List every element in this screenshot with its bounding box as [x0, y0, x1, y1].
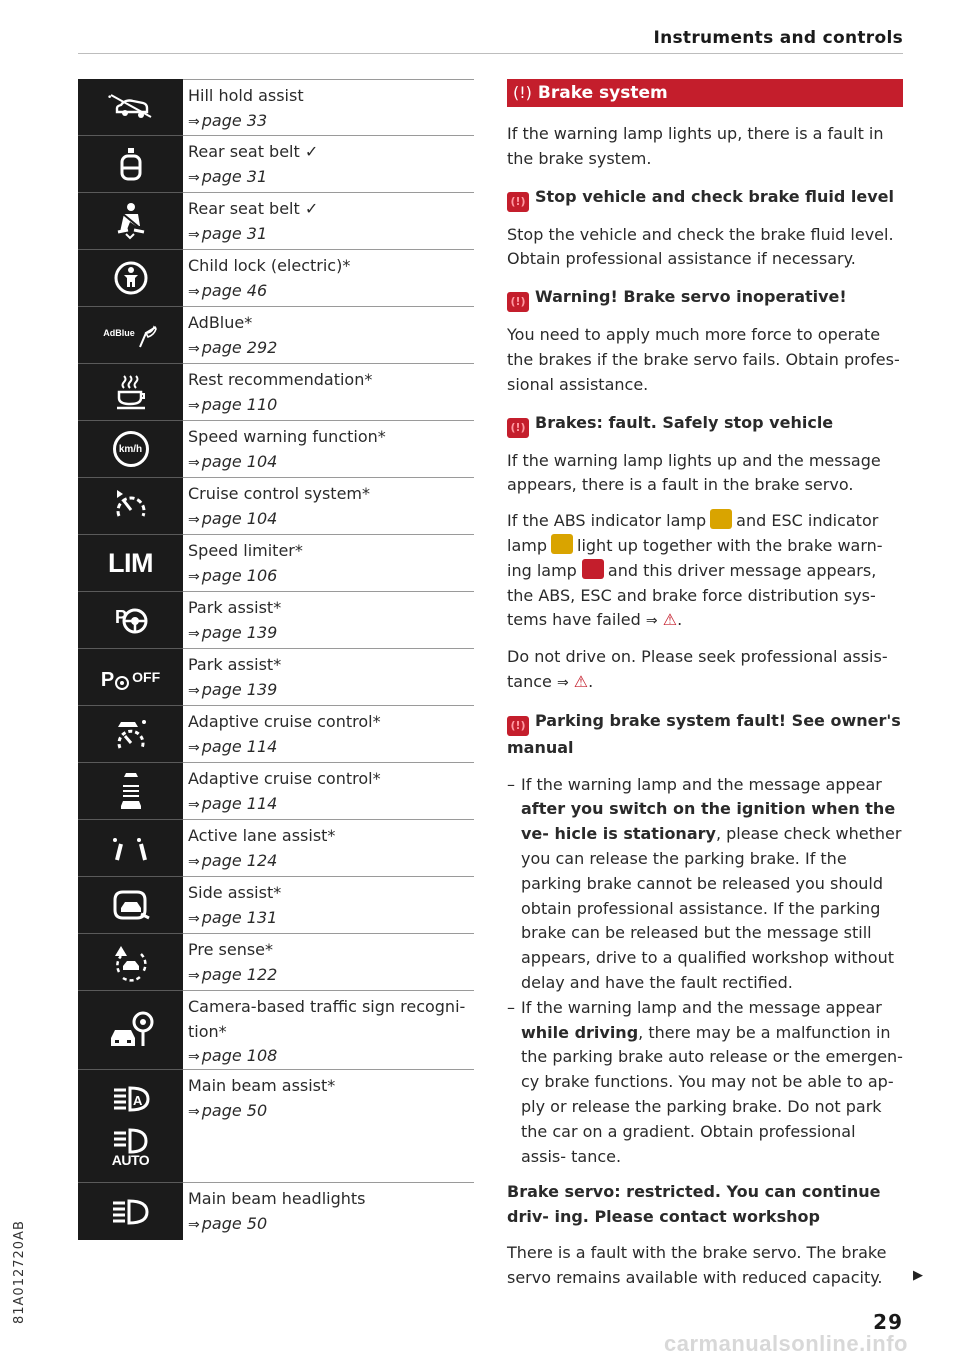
child-lock-icon — [113, 260, 149, 296]
row-title-continued: tion* — [188, 1021, 227, 1041]
page-reference[interactable]: ⇒ page 110 — [188, 394, 278, 414]
icon-cell — [78, 592, 183, 649]
row-title: Rear seat belt ✓ — [188, 142, 319, 161]
icon-cell — [78, 706, 183, 763]
svg-text:A: A — [132, 1093, 142, 1108]
icon-cell — [78, 1183, 183, 1240]
svg-text:•: • — [106, 93, 112, 103]
brake-lamp-icon — [582, 559, 604, 579]
message-text: You need to apply much more force to operate the brakes if the brake servo fails. Obtain profes- sional assistance. — [507, 325, 900, 394]
row-title: Rear seat belt ✓ — [188, 199, 319, 218]
brake-lamp-icon: (!) — [507, 192, 529, 212]
row-title: Active lane assist* — [188, 826, 336, 845]
speed-warning-icon — [113, 431, 149, 467]
page-reference[interactable]: ⇒ page 31 — [188, 223, 268, 243]
adblue-icon — [103, 321, 158, 349]
table-row — [78, 1183, 474, 1240]
page-reference[interactable]: ⇒ page 46 — [188, 280, 268, 300]
lane-assist-icon — [109, 834, 153, 862]
main-beam-assist-auto-label: AUTO — [111, 1152, 150, 1168]
table-row — [78, 250, 474, 307]
message-text: There is a fault with the brake servo. The brake servo remains available with reduced capacity. ▶ — [507, 1242, 923, 1287]
indicator-lamp-table — [78, 79, 474, 1240]
row-title: Child lock (electric)* — [188, 256, 351, 275]
main-beam-assist-icon — [112, 1128, 149, 1168]
park-assist-off-p: P — [100, 668, 115, 691]
page-number: 29 — [873, 1310, 903, 1334]
esc-lamp-icon — [551, 534, 573, 554]
icon-cell — [78, 79, 183, 136]
icon-cell — [78, 649, 183, 706]
row-title: Park assist* — [188, 598, 282, 617]
page-reference[interactable]: ⇒ page 292 — [188, 337, 278, 357]
list-item: – If the warning lamp and the message appear after you switch on the ignition when the ve- hicle is stationary, please check whether you can release the parking brake. If the parking brake cannot be released you should obtain professional assistance. If the parking brake can be released but the message still appears, drive to a qualified workshop without delay and have the fault rectified. — [507, 773, 903, 996]
table-row — [78, 877, 474, 934]
page-reference[interactable]: ⇒ page 33 — [188, 110, 268, 130]
icon-cell — [78, 1070, 183, 1183]
page-reference[interactable]: ⇒ page 50 — [188, 1213, 268, 1233]
page-reference[interactable]: ⇒ page 108 — [188, 1046, 278, 1065]
row-title: Adaptive cruise control* — [188, 769, 381, 788]
park-assist-off-icon — [101, 663, 160, 692]
table-row — [78, 421, 474, 478]
park-assist-off-label: OFF — [132, 669, 161, 685]
section-banner — [507, 79, 903, 107]
row-title: Camera-based traffic sign recogni- — [188, 997, 466, 1016]
continue-arrow-icon: ▶ — [913, 1267, 923, 1283]
coffee-cup-icon — [114, 374, 148, 410]
row-title: Adaptive cruise control* — [188, 712, 381, 731]
do-not-drive-text: Do not drive on. Please seek professional assis- tance ⇒ ⚠. — [507, 647, 888, 691]
table-row — [78, 706, 474, 763]
page-reference[interactable]: ⇒ page 31 — [188, 166, 268, 186]
warning-triangle-icon[interactable]: ⚠ — [573, 671, 589, 691]
table-row — [78, 934, 474, 991]
svg-text:P: P — [114, 607, 127, 627]
main-beam-icon — [111, 1197, 151, 1227]
table-row — [78, 649, 474, 706]
brake-lamp-icon: (!) — [507, 716, 529, 736]
icon-cell — [78, 136, 183, 193]
table-row — [78, 763, 474, 820]
list-item: – If the warning lamp and the message appear while driving, there may be a malfunction in the parking brake auto release or the emergen- cy brake functions. You may not be able to ap- ply or release the parking brake. Do not park the car on a gradient. Obtain professional assis- tance. — [507, 996, 903, 1170]
table-row — [78, 193, 474, 250]
icon-cell — [78, 820, 183, 877]
icon-cell — [78, 193, 183, 250]
cruise-control-icon — [111, 488, 151, 524]
rear-seat-belt-icon — [116, 146, 146, 182]
row-title: Park assist* — [188, 655, 282, 674]
page-reference[interactable]: ⇒ page 139 — [188, 679, 278, 699]
speed-limiter-icon: LIM — [108, 547, 153, 578]
seat-belt-person-icon — [114, 202, 148, 240]
message-heading: Brake servo: restricted. You can continue driv- ing. Please contact workshop — [507, 1182, 881, 1227]
traffic-sign-camera-icon — [107, 1010, 155, 1050]
pre-sense-icon — [111, 942, 151, 982]
watermark: carmanualsonline.info — [664, 1331, 908, 1356]
brake-system-section — [507, 79, 923, 1290]
page-reference[interactable]: ⇒ page 124 — [188, 850, 278, 870]
row-title: Speed limiter* — [188, 541, 303, 560]
park-assist-icon — [111, 603, 151, 637]
side-assist-icon — [111, 888, 151, 922]
icon-cell — [78, 250, 183, 307]
table-row — [78, 364, 474, 421]
row-title: Main beam headlights — [188, 1189, 366, 1208]
row-title: Side assist* — [188, 883, 282, 902]
page-reference[interactable]: ⇒ page 104 — [188, 508, 278, 528]
adaptive-cruise-icon — [111, 716, 151, 752]
message-heading: (!) Brakes: fault. Safely stop vehicle — [507, 411, 903, 438]
section-title: Brake system — [537, 82, 668, 103]
row-title: Hill hold assist — [188, 86, 304, 105]
table-row — [78, 307, 474, 364]
page-reference[interactable]: ⇒ page 114 — [188, 793, 278, 813]
icon-cell — [78, 364, 183, 421]
page-reference[interactable]: ⇒ page 122 — [188, 964, 278, 984]
page-reference[interactable]: ⇒ page 50 — [188, 1100, 268, 1120]
message-heading: (!) Stop vehicle and check brake fluid level — [507, 185, 903, 212]
page-reference[interactable]: ⇒ page 131 — [188, 907, 278, 927]
table-row — [78, 136, 474, 193]
page-reference[interactable]: ⇒ page 106 — [188, 565, 278, 585]
icon-cell — [78, 421, 183, 478]
brake-lamp-icon: (!) — [507, 292, 529, 312]
table-row — [78, 79, 474, 136]
icon-cell — [78, 877, 183, 934]
table-row — [78, 820, 474, 877]
table-row — [78, 1070, 474, 1183]
row-title: Cruise control system* — [188, 484, 370, 503]
row-title: Rest recommendation* — [188, 370, 373, 389]
hill-hold-icon — [105, 91, 157, 123]
page-reference[interactable]: ⇒ page 114 — [188, 736, 278, 756]
icon-cell — [78, 763, 183, 820]
header-rule — [78, 53, 903, 54]
page-header-title: Instruments and controls — [653, 28, 903, 48]
row-title: Speed warning function* — [188, 427, 386, 446]
message-heading: (!) Warning! Brake servo inoperative! — [507, 285, 903, 312]
main-beam-assist-a-icon — [112, 1084, 150, 1114]
warning-triangle-icon[interactable]: ⚠ — [662, 610, 678, 630]
abs-lamp-icon — [710, 509, 732, 529]
row-title: AdBlue* — [188, 313, 253, 332]
document-code: 81A012720AB — [12, 1220, 27, 1324]
page-reference[interactable]: ⇒ page 139 — [188, 622, 278, 642]
brake-lamp-icon: (!) — [507, 418, 529, 438]
adaptive-cruise-distance-icon — [119, 771, 143, 811]
icon-cell — [78, 535, 183, 592]
abs-esc-text: If the ABS indicator lamp and ESC indicator lamp light up together with the brake warn- ing lamp and this driver message appears, the ABS, ESC and brake force distribution sys- tems have failed ⇒ ⚠. — [507, 511, 883, 630]
row-title: Main beam assist* — [188, 1076, 336, 1095]
message-heading: (!) Parking brake system fault! See owner's manual — [507, 710, 901, 757]
icon-cell — [78, 307, 183, 364]
intro-text: If the warning lamp lights up, there is a fault in the brake system. — [507, 124, 884, 168]
message-text: Stop the vehicle and check the brake fluid level. Obtain professional assistance if necessary. — [507, 224, 894, 269]
adblue-icon-label: AdBlue — [103, 328, 135, 338]
row-title: Pre sense* — [188, 940, 274, 959]
icon-cell — [78, 934, 183, 991]
page-reference[interactable]: ⇒ page 104 — [188, 451, 278, 471]
icon-cell — [78, 991, 183, 1070]
icon-cell — [78, 478, 183, 535]
table-row — [78, 478, 474, 535]
table-row — [78, 991, 474, 1070]
speed-warning-label: km/h — [118, 443, 143, 455]
message-text: If the warning lamp lights up and the message appears, there is a fault in the brake servo. — [507, 450, 881, 495]
table-row — [78, 592, 474, 649]
brake-warning-icon: (!) — [513, 82, 532, 102]
parking-brake-list — [507, 773, 903, 1170]
table-row — [78, 535, 474, 592]
